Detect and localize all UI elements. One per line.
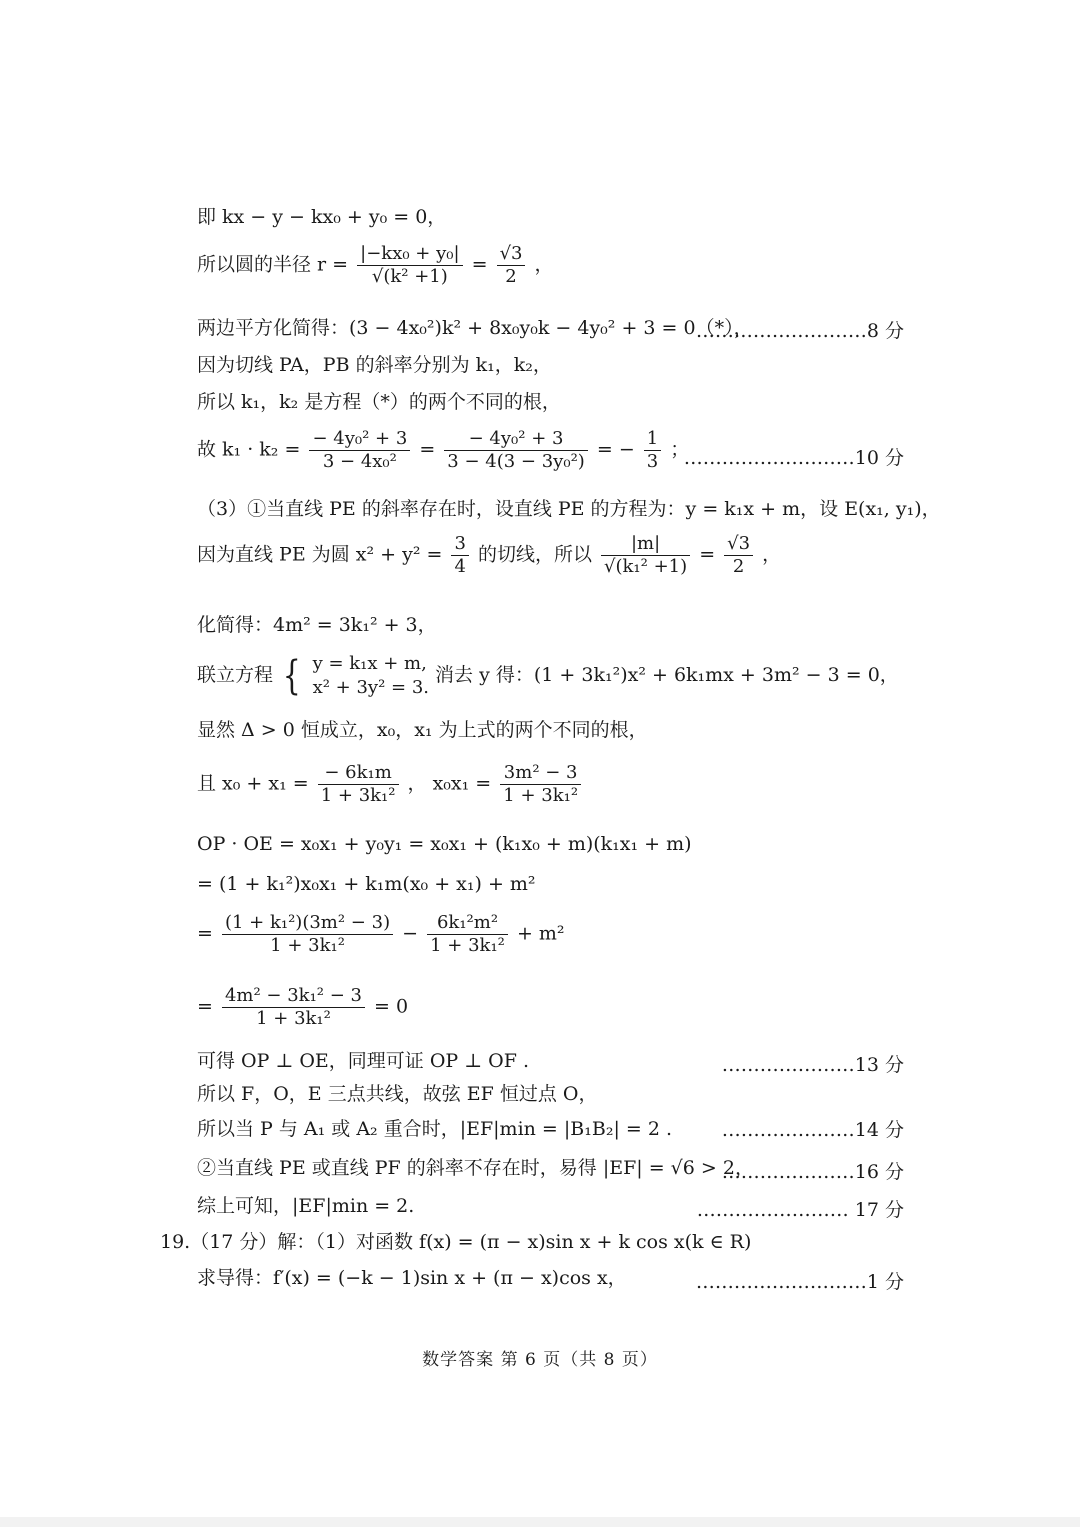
score-14: …………………14 分 — [721, 1119, 904, 1141]
step-line-14: = (1 + k₁²)x₀x₁ + k₁m(x₀ + x₁) + m² — [197, 873, 536, 895]
step-line-16: = $\frac{\text{4m² − 3k₁² − 3}}{\text{1 + 3k₁²}}$ = 0 — [197, 985, 409, 1029]
step-line-4: 因为切线 PA，PB 的斜率分别为 k₁，k₂， — [197, 354, 552, 376]
step-line-6: 故 k₁ · k₂ = $\frac{\text{− 4y₀² + 3}}{\text{3 − 4x₀²}}$ = $\frac{\text{− 4y₀² + 3}}{\text{3 − 4(3 − 3y₀²)}}$ = − $\frac{1}{3}$ ； — [197, 428, 690, 472]
dot-product-result-fraction: $\frac{\text{4m² − 3k₁² − 3}}{\text{1 + 3k₁²}}$ — [222, 985, 365, 1030]
step-line-3: 两边平方化简得：(3 − 4x₀²)k² + 8x₀y₀k − 4y₀² + 3 = 0（*）， — [197, 317, 753, 339]
step-line-23: 求导得：f′(x) = (−k − 1)sin x + (π − x)cos x， — [197, 1267, 627, 1289]
score-1: ………………………1 分 — [695, 1271, 904, 1293]
k-product-fraction-1: $\frac{\text{− 4y₀² + 3}}{\text{3 − 4x₀²}}$ — [309, 428, 410, 473]
step-line-20: ②当直线 PE 或直线 PF 的斜率不存在时，易得 |EF| = √6 > 2， — [197, 1157, 754, 1179]
system-brace: { — [282, 653, 301, 699]
k-product-fraction-3: $\frac{1}{3}$ — [644, 428, 661, 473]
score-8: ………………………8 分 — [695, 320, 904, 342]
score-16: …………………16 分 — [721, 1161, 904, 1183]
step-line-5: 所以 k₁，k₂ 是方程（*）的两个不同的根， — [197, 391, 561, 413]
score-10: ………………………10 分 — [683, 447, 904, 469]
equation-system: y = k₁x + m, x² + 3y² = 3. — [312, 653, 429, 698]
k-product-fraction-2: $\frac{\text{− 4y₀² + 3}}{\text{3 − 4(3 − 3y₀²)}}$ — [444, 428, 588, 473]
radius-fraction: $\frac{\text{|−kx₀ + y₀|}}{\text{√(k² +1)}}$ — [357, 243, 462, 288]
step-line-radius: 所以圆的半径 r = $\frac{\text{|−kx₀ + y₀|}}{\text{√(k² +1)}}$ = $\frac{√3}{2}$ ， — [197, 243, 554, 287]
step-line-7: （3）①当直线 PE 的斜率存在时，设直线 PE 的方程为：y = k₁x + m，设 E(x₁, y₁)， — [197, 498, 941, 520]
page-footer: 数学答案 第 6 页（共 8 页） — [422, 1350, 658, 1370]
tangent-value-fraction: $\frac{√3}{2}$ — [724, 533, 753, 578]
question-19-header: 19.（17 分）解：（1）对函数 f(x) = (π − x)sin x + k cos x(k ∈ R) — [160, 1231, 752, 1253]
score-17: …………………… 17 分 — [696, 1199, 904, 1221]
tangent-distance-fraction: $\frac{|m|}{\text{√(k₁² +1)}}$ — [601, 533, 690, 578]
step-line-17: 可得 OP ⊥ OE，同理可证 OP ⊥ OF . — [197, 1050, 529, 1072]
circle-radius-fraction: $\frac{3}{4}$ — [451, 533, 468, 578]
dot-product-fraction-2: $\frac{\text{6k₁²m²}}{\text{1 + 3k₁²}}$ — [427, 912, 508, 957]
step-line-21: 综上可知，|EF|min = 2. — [197, 1195, 415, 1217]
step-line-13: OP · OE = x₀x₁ + y₀y₁ = x₀x₁ + (k₁x₀ + m)(k₁x₁ + m) — [197, 833, 692, 855]
dot-product-fraction-1: $\frac{\text{(1 + k₁²)(3m² − 3)}}{\text{1 + 3k₁²}}$ — [222, 912, 393, 957]
root-sum-fraction: $\frac{\text{− 6k₁m}}{\text{1 + 3k₁²}}$ — [318, 762, 399, 807]
step-line-1: 即 kx − y − kx₀ + y₀ = 0， — [197, 206, 447, 228]
bottom-edge — [0, 1517, 1080, 1527]
step-line-11: 显然 Δ > 0 恒成立，x₀，x₁ 为上式的两个不同的根， — [197, 719, 648, 741]
radius-value-fraction: $\frac{√3}{2}$ — [497, 243, 526, 288]
step-line-9: 化简得：4m² = 3k₁² + 3， — [197, 614, 437, 636]
score-13: …………………13 分 — [721, 1054, 904, 1076]
step-line-8: 因为直线 PE 为圆 x² + y² = $\frac{3}{4}$ 的切线，所以 $\frac{|m|}{\text{√(k₁² +1)}}$ = $\frac{√3}{2}$ ， — [197, 533, 782, 577]
step-line-15: = $\frac{\text{(1 + k₁²)(3m² − 3)}}{\text{1 + 3k₁²}}$ − $\frac{\text{6k₁²m²}}{\text{1 + 3k₁²}}$ + m² — [197, 912, 565, 956]
step-line-18: 所以 F，O，E 三点共线，故弦 EF 恒过点 O， — [197, 1083, 598, 1105]
root-product-fraction: $\frac{\text{3m² − 3}}{\text{1 + 3k₁²}}$ — [500, 762, 581, 807]
step-line-19: 所以当 P 与 A₁ 或 A₂ 重合时，|EF|min = |B₁B₂| = 2 . — [197, 1118, 673, 1140]
step-line-12: 且 x₀ + x₁ = $\frac{\text{− 6k₁m}}{\text{1 + 3k₁²}}$ ， x₀x₁ = $\frac{\text{3m² − 3}}{\text{1 + 3k₁²}}$ — [197, 762, 910, 807]
step-line-10: 联立方程 { y = k₁x + m, x² + 3y² = 3. 消去 y 得：(1 + 3k₁²)x² + 6k₁mx + 3m² − 3 = 0， — [197, 653, 899, 699]
